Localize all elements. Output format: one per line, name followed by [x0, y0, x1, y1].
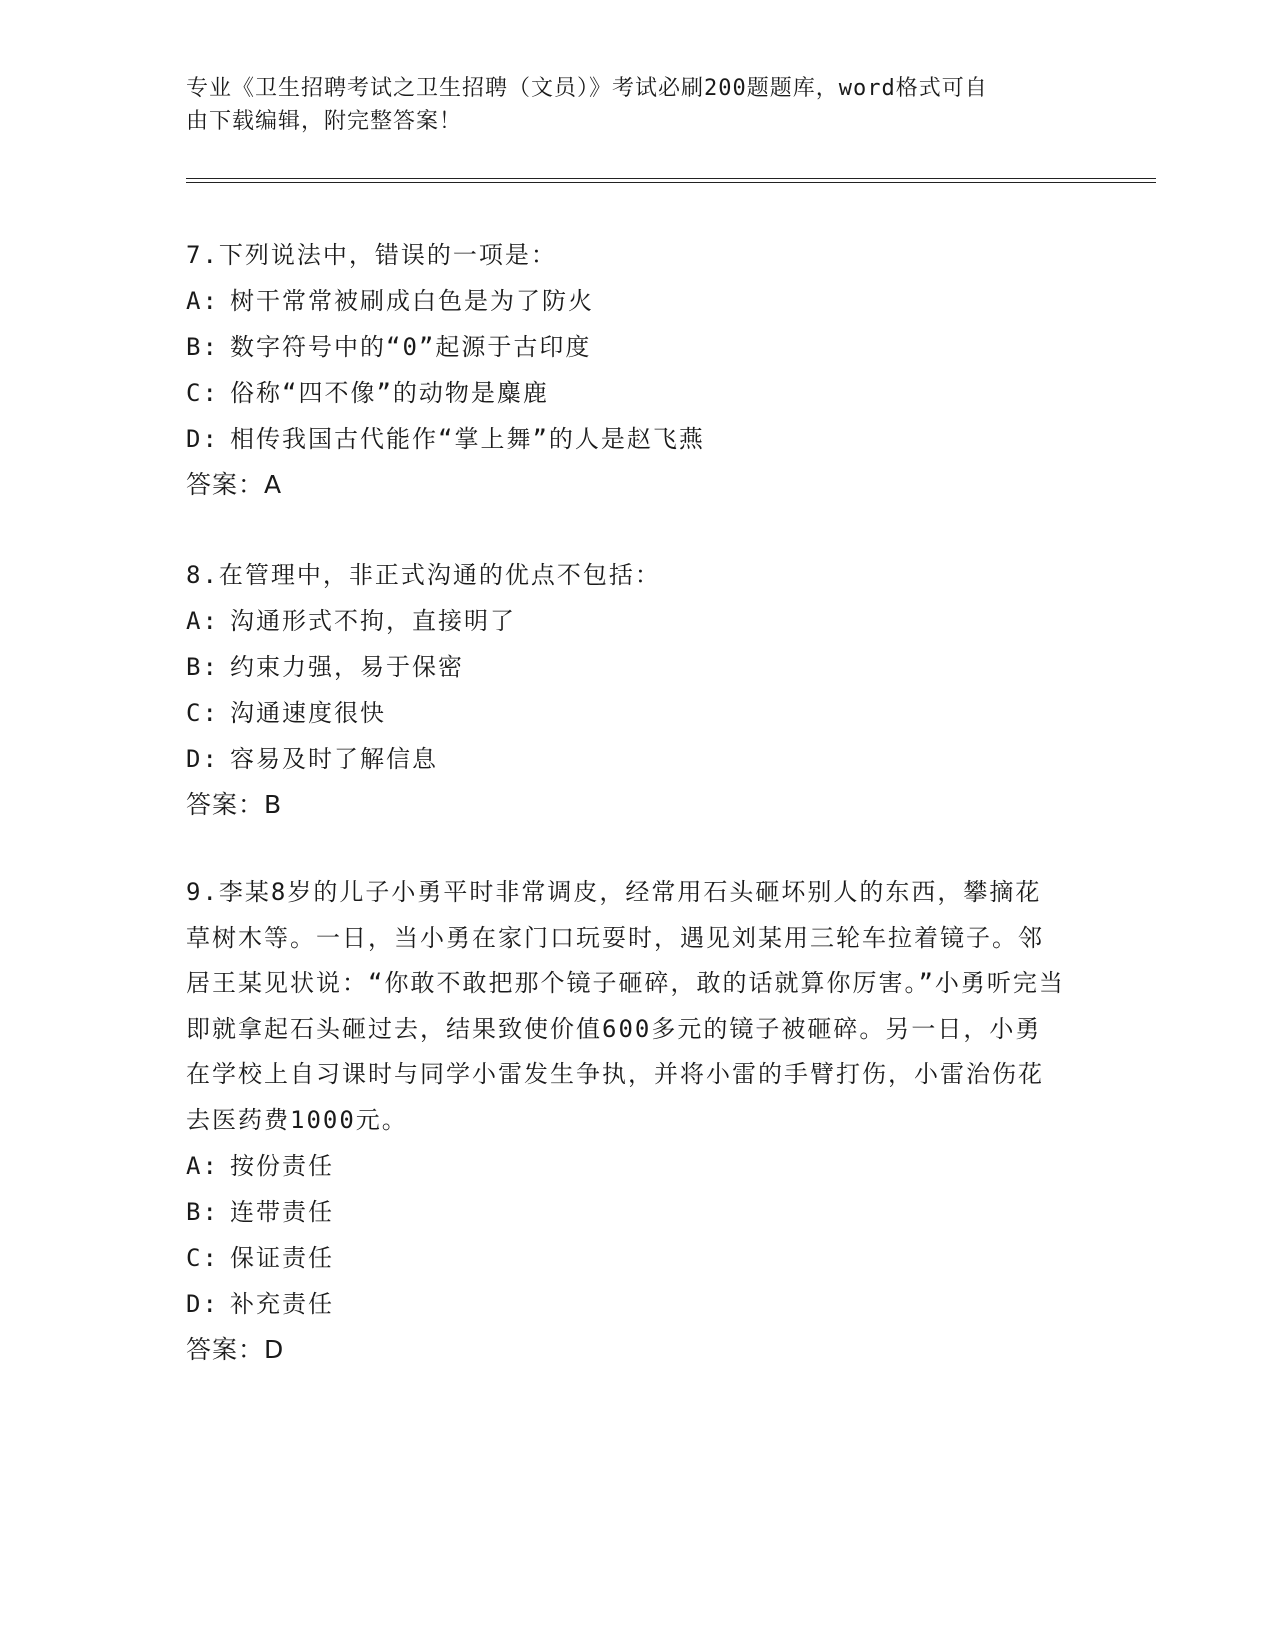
option-letter: C: [186, 699, 219, 727]
option-a [186, 598, 1066, 644]
option-text: 容易及时了解信息 [230, 745, 438, 773]
question-7 [186, 232, 1066, 508]
option-letter: D: [186, 1290, 219, 1318]
header-divider-bottom [186, 182, 1156, 183]
option-text: 保证责任 [230, 1244, 334, 1272]
option-letter: B: [186, 653, 219, 681]
option-letter: A: [186, 607, 219, 635]
option-text: 相传我国古代能作“掌上舞”的人是赵飞燕 [230, 425, 705, 453]
question-stem: 7.下列说法中，错误的一项是： [186, 241, 557, 269]
option-a [186, 1143, 1066, 1189]
option-text: 补充责任 [230, 1290, 334, 1318]
option-text: 数字符号中的“0”起源于古印度 [230, 333, 592, 361]
option-b [186, 324, 1066, 370]
option-letter: C: [186, 1244, 219, 1272]
option-text: 按份责任 [230, 1152, 334, 1180]
option-text: 沟通形式不拘，直接明了 [230, 607, 516, 635]
option-letter: A: [186, 1152, 219, 1180]
option-letter: B: [186, 333, 219, 361]
header-line-1: 专业《卫生招聘考试之卫生招聘（文员）》考试必刷200题题库，word格式可自 [186, 76, 988, 101]
option-letter: D: [186, 745, 219, 773]
option-text: 约束力强，易于保密 [230, 653, 464, 681]
option-letter: B: [186, 1198, 219, 1226]
option-d [186, 416, 1066, 462]
question-9 [186, 870, 1066, 1373]
question-8 [186, 552, 1066, 828]
option-d [186, 1281, 1066, 1327]
option-b [186, 1189, 1066, 1235]
option-c [186, 370, 1066, 416]
option-a [186, 278, 1066, 324]
header-line-2: 由下载编辑，附完整答案！ [186, 109, 463, 134]
question-stem: 9.李某8岁的儿子小勇平时非常调皮，经常用石头砸坏别人的东西，攀摘花草树木等。一日，当小勇在家门口玩耍时，遇见刘某用三轮车拉着镜子。邻居王某见状说：“你敢不敢把那个镜子砸碎，敢的话就算你厉害。”小勇听完当即就拿起石头砸过去，结果致使价值600多元的镜子被砸碎。另一日，小勇在学校上自习课时与同学小雷发生争执，并将小雷的手臂打伤，小雷治伤花去医药费1000元。 [186, 878, 1065, 1134]
option-text: 沟通速度很快 [230, 699, 386, 727]
header-divider-top [186, 178, 1156, 179]
answer: 答案：B [186, 790, 283, 819]
option-d [186, 736, 1066, 782]
answer: 答案：D [186, 1335, 285, 1364]
option-text: 俗称“四不像”的动物是麋鹿 [230, 379, 549, 407]
answer: 答案：A [186, 470, 283, 499]
option-b [186, 644, 1066, 690]
option-text: 连带责任 [230, 1198, 334, 1226]
option-letter: A: [186, 287, 219, 315]
option-c [186, 690, 1066, 736]
option-c [186, 1235, 1066, 1281]
document-header [186, 72, 1066, 138]
question-stem: 8.在管理中，非正式沟通的优点不包括： [186, 561, 661, 589]
option-letter: C: [186, 379, 219, 407]
option-letter: D: [186, 425, 219, 453]
option-text: 树干常常被刷成白色是为了防火 [230, 287, 594, 315]
